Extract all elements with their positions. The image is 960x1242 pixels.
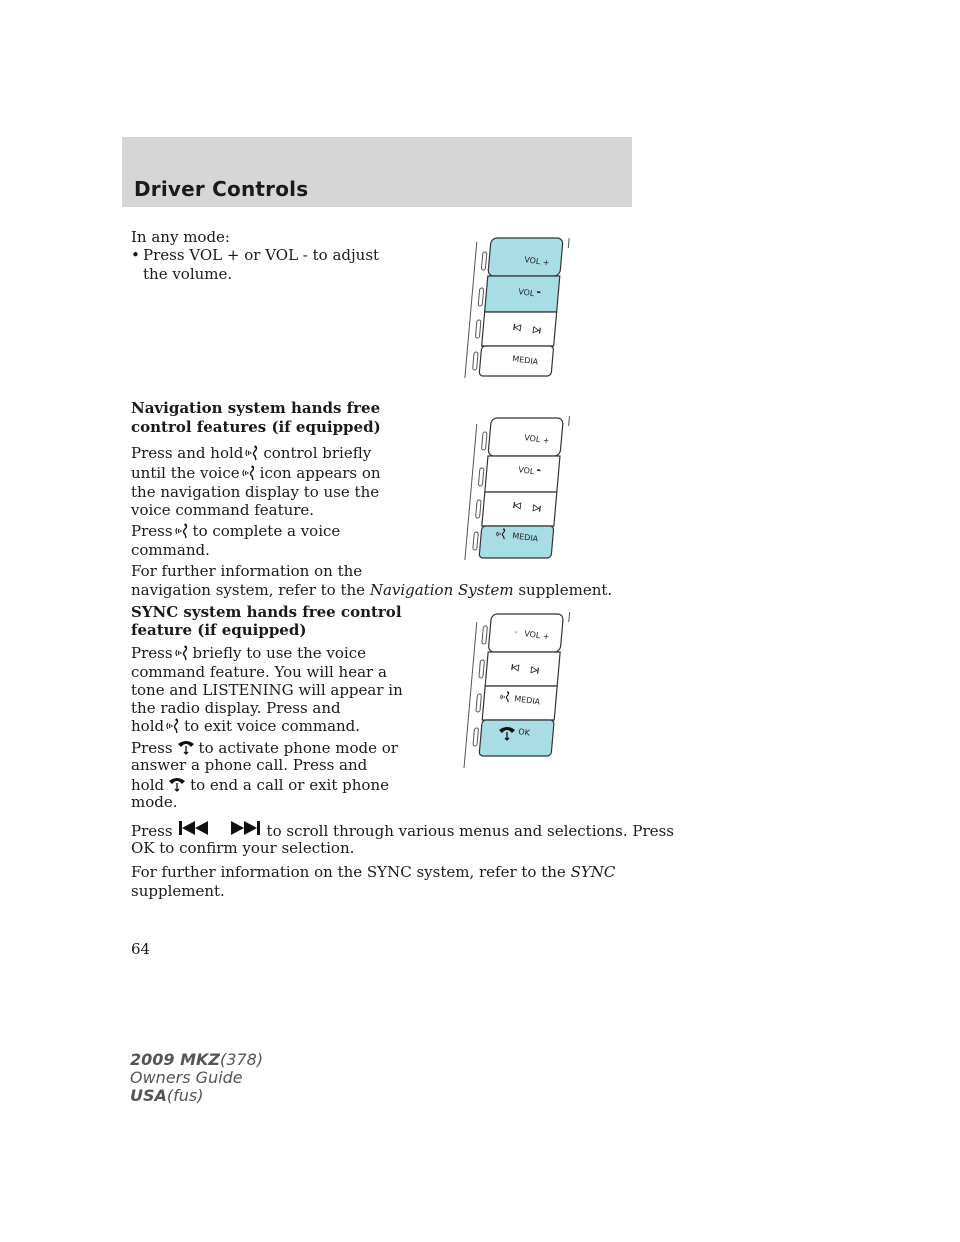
sync-paragraph1-line2: command feature. You will hear a (131, 663, 387, 681)
vol-plus-label: VOL + (523, 255, 551, 268)
sync-paragraph2-line1: Press to activate phone mode or (131, 739, 398, 757)
nav-paragraph3-line1: For further information on the (131, 562, 363, 580)
media-label: MEDIA (513, 694, 541, 707)
nav-heading-line2: control features (if equipped) (131, 418, 381, 436)
sync-heading-line1: SYNC system hands free control (131, 603, 402, 621)
vol-instruction-line1: Press VOL + or VOL - to adjust (143, 246, 380, 264)
section-title: Driver Controls (134, 177, 309, 201)
nav-paragraph-line2: until the voice icon appears on (131, 464, 381, 482)
nav-heading-line1: Navigation system hands free (131, 399, 381, 417)
steering-control-panel-sync (452, 608, 582, 778)
document-footer (130, 1051, 263, 1105)
vol-instruction-line2: the volume. (143, 265, 233, 283)
steering-control-panel-vol (452, 228, 582, 388)
footer-model-line: 2009 MKZ(378) (130, 1050, 264, 1069)
sync-paragraph3-line1: Press to scroll through various menus and selections. Press (131, 819, 674, 841)
sync-paragraph1-line5: hold to exit voice command. (131, 717, 361, 735)
nav-paragraph-line1: Press and hold control briefly (131, 444, 372, 462)
steering-control-panel-nav (452, 410, 582, 570)
nav-paragraph3-line2: navigation system, refer to the Navigation System supplement. (131, 581, 613, 599)
seek-button[interactable] (485, 652, 560, 686)
page-number: 64 (131, 940, 151, 958)
sync-supplement-title: SYNC (570, 863, 616, 881)
bullet-mark: • (131, 246, 140, 264)
sync-paragraph2-line4: mode. (131, 793, 178, 811)
vol-dash-label: - (513, 627, 518, 637)
phone-ok-button[interactable] (479, 720, 554, 756)
media-label: MEDIA (511, 531, 539, 544)
nav-paragraph-line3: the navigation display to use the (131, 483, 380, 501)
seek-button[interactable] (482, 492, 557, 526)
voice-command-icon (245, 445, 261, 461)
sync-paragraph1-line3: tone and LISTENING will appear in (131, 681, 403, 699)
voice-command-icon (242, 465, 258, 481)
phone-icon (166, 775, 188, 793)
section-header-band (122, 137, 632, 207)
sync-paragraph1-line4: the radio display. Press and (131, 699, 341, 717)
sync-paragraph4-line2: supplement. (131, 882, 225, 900)
vol-plus-label: VOL + (523, 433, 551, 446)
seek-button[interactable] (482, 312, 557, 346)
vol-minus-label: VOL (517, 465, 535, 477)
nav-paragraph-line4: voice command feature. (131, 501, 315, 519)
vol-combo-label: VOL + (523, 629, 551, 642)
voice-command-icon (166, 718, 182, 734)
sync-paragraph4-line1: For further information on the SYNC system, refer to the SYNC (131, 863, 616, 881)
sync-paragraph1-line1: Press briefly to use the voice (131, 644, 366, 662)
sync-paragraph2-line3: hold to end a call or exit phone (131, 776, 389, 794)
sync-paragraph2-line2: answer a phone call. Press and (131, 756, 368, 774)
nav-paragraph2-line2: command. (131, 541, 210, 559)
nav-paragraph2-line1: Press to complete a voice (131, 522, 341, 540)
seek-icon (175, 819, 265, 837)
vol-minus-sign: - (535, 285, 542, 299)
footer-region-line: USA(fus) (130, 1086, 204, 1105)
vol-minus-label: VOL (517, 287, 535, 299)
sync-heading-line2: feature (if equipped) (131, 621, 307, 639)
vol-minus-sign: - (535, 463, 542, 477)
phone-icon (175, 738, 197, 756)
sync-paragraph3-line2: OK to confirm your selection. (131, 839, 355, 857)
footer-guide-line: Owners Guide (130, 1068, 243, 1087)
ok-label: OK (517, 727, 531, 738)
any-mode-intro: In any mode: (131, 228, 230, 246)
nav-supplement-title: Navigation System (369, 581, 514, 599)
voice-command-icon (175, 523, 191, 539)
voice-command-icon (175, 645, 191, 661)
media-label: MEDIA (511, 354, 539, 367)
